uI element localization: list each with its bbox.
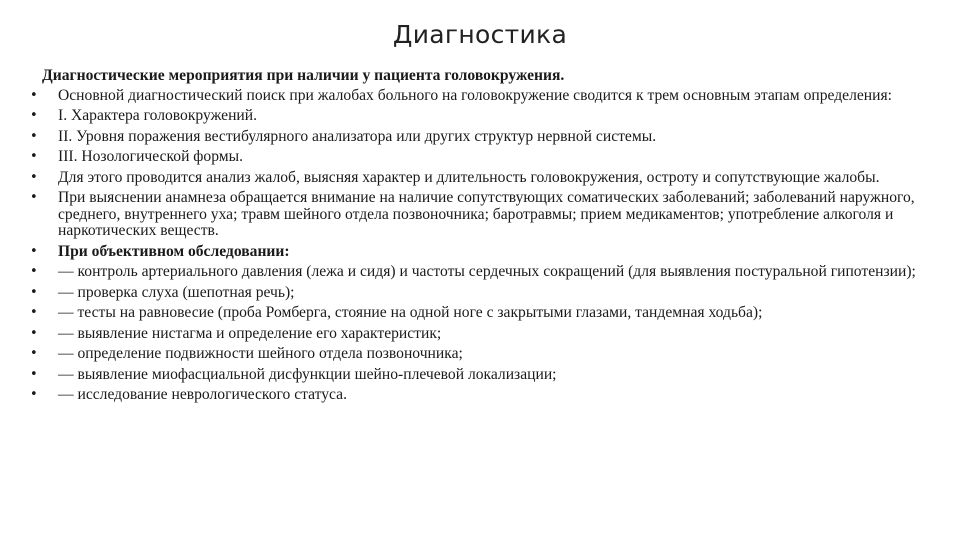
list-item-text: — выявление нистагма и определение его характеристик; bbox=[58, 324, 442, 342]
bullet-icon: • bbox=[30, 305, 38, 320]
list-item-text: — определение подвижности шейного отдела позвоночника; bbox=[58, 345, 463, 362]
bullet-icon: • bbox=[30, 366, 38, 382]
bullet-icon: • bbox=[30, 264, 38, 279]
list-item bbox=[30, 190, 940, 240]
list-item bbox=[30, 264, 940, 281]
list-item bbox=[30, 285, 940, 302]
list-item bbox=[30, 149, 940, 166]
list-item-text: III. Нозологической формы. bbox=[58, 148, 244, 165]
bullet-icon: • bbox=[30, 87, 38, 103]
list-item-heading bbox=[30, 244, 940, 261]
list-item bbox=[30, 305, 940, 322]
list-item bbox=[30, 346, 940, 363]
list-item-text: — выявление миофасциальной дисфункции шейно-плечевой локализации; bbox=[58, 365, 557, 383]
bullet-icon: • bbox=[30, 387, 38, 402]
list-item-text: I. Характера головокружений. bbox=[58, 107, 258, 124]
list-item-text: — контроль артериального давления (лежа и сидя) и частоты сердечных сокращений (для выявления постуральной гипотензии); bbox=[58, 263, 916, 280]
list-item bbox=[30, 367, 940, 384]
list-item bbox=[30, 387, 940, 404]
list-item bbox=[30, 326, 940, 343]
bullet-icon: • bbox=[30, 149, 38, 164]
list-item-text: — тесты на равновесие (проба Ромберга, стояние на одной ноге с закрытыми глазами, тандемная ходьба); bbox=[58, 304, 763, 321]
list-item bbox=[30, 108, 940, 125]
list-item-text: Для этого проводится анализ жалоб, выясняя характер и длительность головокружения, остроту и сопутствующие жалобы. bbox=[58, 168, 880, 186]
list-item-text: При объективном обследовании: bbox=[58, 242, 290, 260]
list-item bbox=[30, 129, 940, 146]
slide-subtitle: Диагностические мероприятия при наличии у пациента головокружения. bbox=[42, 67, 565, 84]
list-item-text: При выяснении анамнеза обращается внимание на наличие сопутствующих соматических заболеваний; заболеваний наружного, среднего, внутреннего уха; травм шейного отдела позвоночника; баротравмы; прием медикаментов; употребление алкоголя и наркотических веществ. bbox=[58, 189, 915, 239]
list-item bbox=[30, 88, 940, 105]
slide-content bbox=[30, 68, 940, 408]
list-item-text: — исследование неврологического статуса. bbox=[58, 386, 347, 403]
list-item bbox=[30, 170, 940, 187]
list-item-text: — проверка слуха (шепотная речь); bbox=[58, 283, 295, 301]
list-item-text: Основной диагностический поиск при жалобах больного на головокружение сводится к трем основным этапам определения: bbox=[58, 86, 892, 104]
bullet-icon: • bbox=[30, 325, 38, 341]
bullet-icon: • bbox=[30, 169, 38, 185]
bullet-icon: • bbox=[30, 190, 38, 205]
bullet-icon: • bbox=[30, 243, 38, 259]
bullet-icon: • bbox=[30, 284, 38, 300]
bullet-list bbox=[30, 88, 940, 404]
bullet-icon: • bbox=[30, 346, 38, 361]
slide-title: Диагностика bbox=[392, 20, 568, 49]
bullet-icon: • bbox=[30, 108, 38, 123]
bullet-icon: • bbox=[30, 128, 38, 144]
list-item-text: II. Уровня поражения вестибулярного анализатора или других структур нервной системы. bbox=[58, 127, 657, 145]
